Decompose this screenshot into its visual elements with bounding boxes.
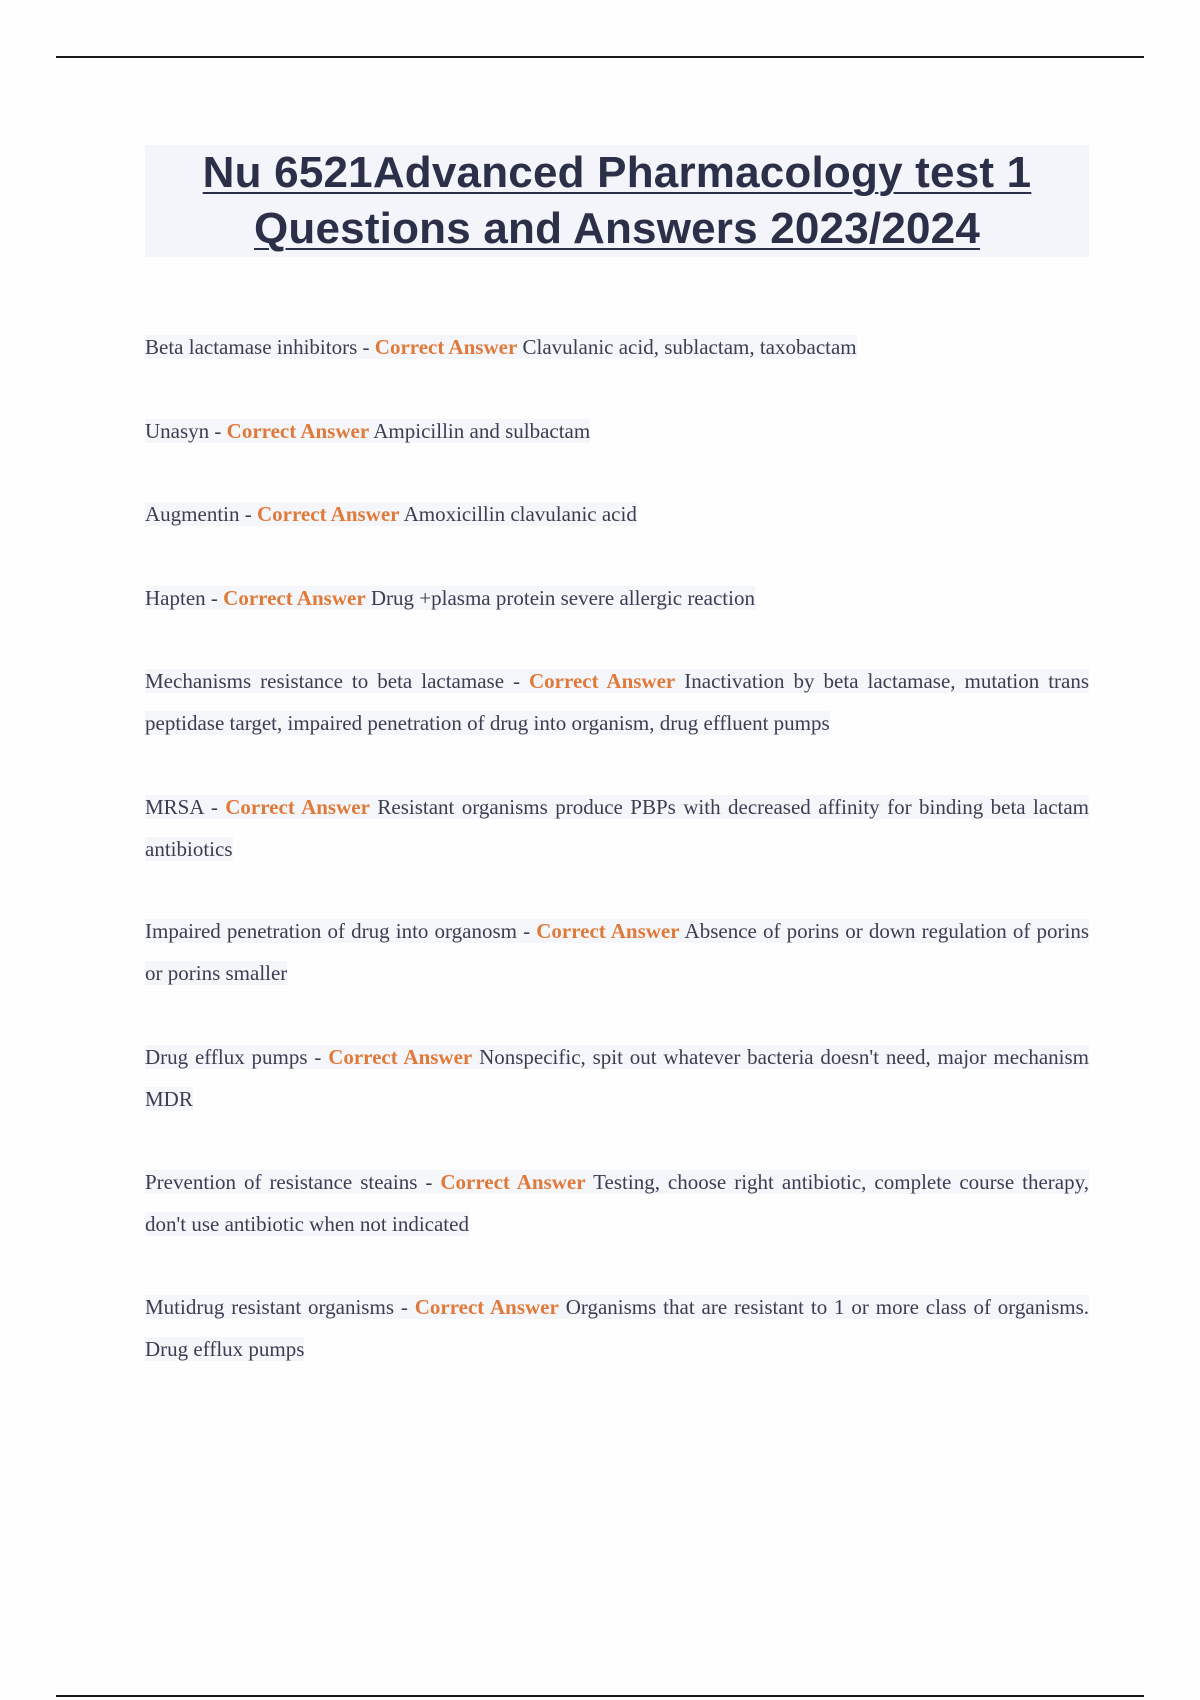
qa-separator: - <box>417 1170 441 1194</box>
qa-item <box>145 1286 1089 1370</box>
correct-answer-label: Correct Answer <box>414 1295 559 1319</box>
qa-item <box>145 910 1089 994</box>
correct-answer-label: Correct Answer <box>225 795 370 819</box>
qa-item <box>145 493 1089 535</box>
qa-term: Augmentin <box>145 502 240 526</box>
qa-answer: Clavulanic acid, sublactam, taxobactam <box>522 335 857 359</box>
qa-answer: Inactivation by beta lactamase, mutation trans peptidase target, impaired penetration of drug into organism, drug effluent pumps <box>145 669 1090 735</box>
qa-answer: Absence of porins or down regulation of porins or porins smaller <box>145 919 1089 985</box>
qa-item <box>145 1036 1089 1120</box>
qa-item <box>145 577 1089 619</box>
qa-answer: Organisms that are resistant to 1 or more class of organisms. Drug efflux pumps <box>145 1295 1090 1361</box>
title-line-2: Questions and Answers 2023/2024 <box>253 204 980 253</box>
qa-term: Mutidrug resistant organisms <box>145 1295 394 1319</box>
correct-answer-label: Correct Answer <box>440 1170 586 1194</box>
qa-separator: - <box>516 919 537 943</box>
qa-answer: Ampicillin and sulbactam <box>373 419 591 443</box>
qa-answer: Nonspecific, spit out whatever bacteria doesn't need, major mechanism MDR <box>145 1045 1089 1111</box>
bottom-rule <box>56 1695 1144 1697</box>
qa-separator: - <box>504 669 530 693</box>
correct-answer-label: Correct Answer <box>374 335 518 359</box>
qa-answer: Testing, choose right antibiotic, complete course therapy, don't use antibiotic when not indicated <box>145 1170 1090 1236</box>
qa-separator: - <box>205 586 224 610</box>
qa-separator: - <box>203 795 226 819</box>
qa-term: Mechanisms resistance to beta lactamase <box>145 669 505 693</box>
correct-answer-label: Correct Answer <box>226 419 370 443</box>
title-line-1: Nu 6521Advanced Pharmacology test 1 <box>202 148 1032 197</box>
qa-answer: Amoxicillin clavulanic acid <box>403 502 637 526</box>
qa-answer: Resistant organisms produce PBPs with decreased affinity for binding beta lactam antibiotics <box>145 795 1090 861</box>
qa-term: Prevention of resistance steains <box>145 1170 418 1194</box>
correct-answer-label: Correct Answer <box>223 586 366 610</box>
qa-item <box>145 1161 1089 1245</box>
qa-separator: - <box>239 502 257 526</box>
qa-item <box>145 410 1089 452</box>
qa-item <box>145 786 1089 870</box>
qa-separator: - <box>394 1295 415 1319</box>
top-rule <box>56 56 1144 58</box>
qa-separator: - <box>209 419 227 443</box>
qa-term: MRSA <box>145 795 204 819</box>
qa-term: Hapten <box>145 586 206 610</box>
qa-term: Unasyn <box>145 419 210 443</box>
qa-separator: - <box>357 335 375 359</box>
correct-answer-label: Correct Answer <box>529 669 676 693</box>
document-title <box>145 145 1089 257</box>
correct-answer-label: Correct Answer <box>328 1045 473 1069</box>
qa-term: Beta lactamase inhibitors <box>145 335 358 359</box>
correct-answer-label: Correct Answer <box>536 919 680 943</box>
qa-term: Drug efflux pumps <box>145 1045 308 1069</box>
correct-answer-label: Correct Answer <box>257 502 400 526</box>
qa-answer: Drug +plasma protein severe allergic reaction <box>370 586 755 610</box>
qa-item <box>145 660 1089 744</box>
qa-term: Impaired penetration of drug into organosm <box>145 919 517 943</box>
qa-item <box>145 326 1089 368</box>
qa-separator: - <box>307 1045 329 1069</box>
